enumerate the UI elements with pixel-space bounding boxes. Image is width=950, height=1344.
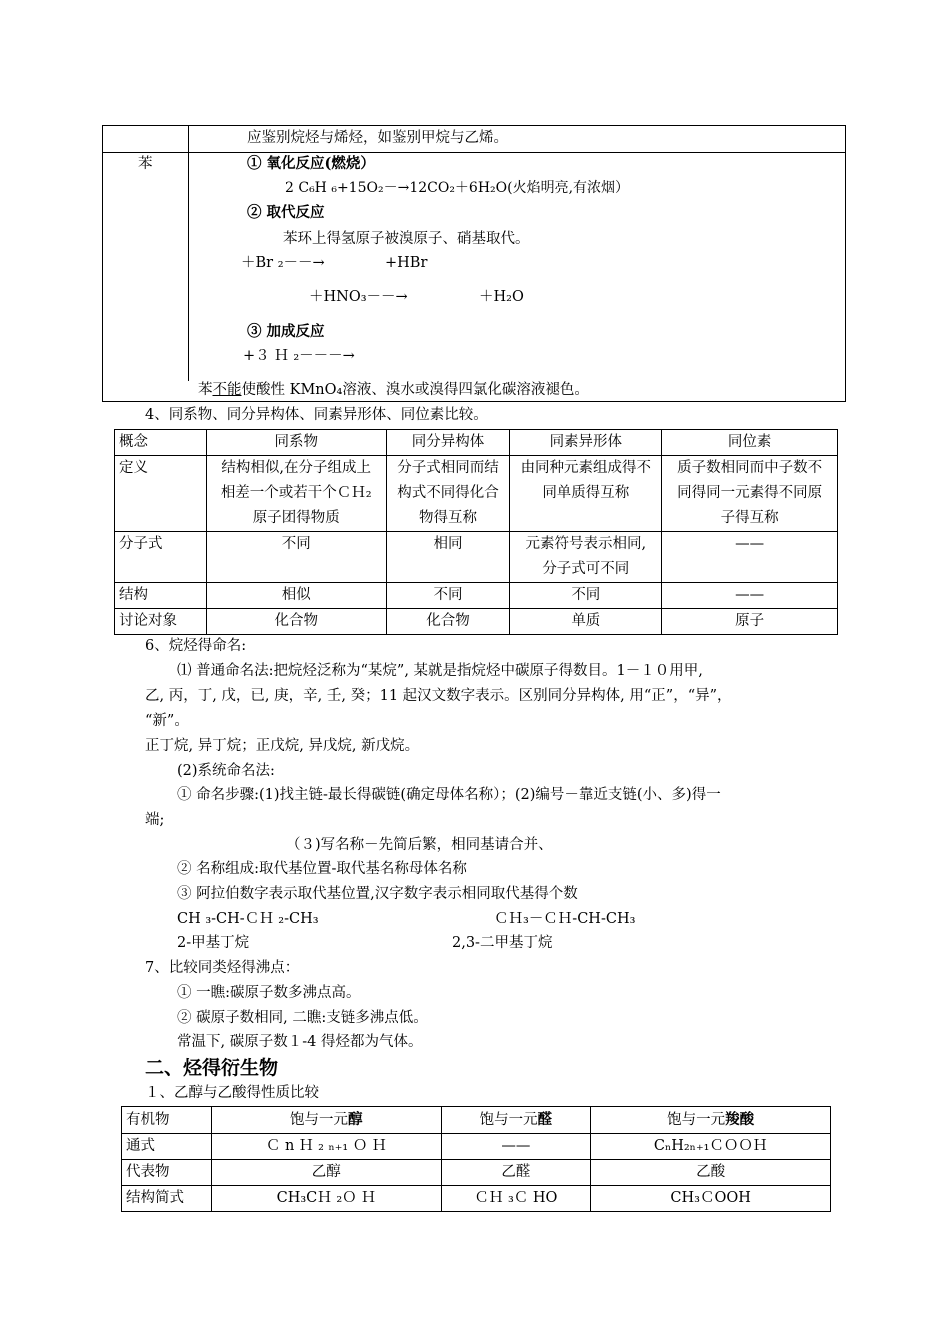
derivatives-header-cell: 饱与一元醇 [211, 1107, 441, 1134]
table-cell: 相同 [386, 532, 510, 583]
table-row [122, 1186, 831, 1212]
common-naming-line3: “新”。 [145, 713, 189, 729]
table-cell: CₙH₂ₙ₊₁ＣＯＯＨ [591, 1134, 831, 1160]
table-row [115, 532, 838, 583]
bromination-left: ＋Br ₂－－→ [241, 255, 325, 271]
derivatives-header-cell: 饱与一元羧酸 [591, 1107, 831, 1134]
table-row [115, 583, 838, 609]
part2-subtitle: １、乙醇与乙酸得性质比较 [145, 1085, 319, 1101]
table-cell: CH₃CＨ ₂Ｏ Ｈ [211, 1186, 441, 1212]
common-naming-line2: 乙, 丙，丁, 戊，已, 庚，辛, 壬, 癸；11 起汉文数字表示。区别同分异构体, 用“正”，“异”， [145, 688, 732, 704]
table-cell: —— [441, 1134, 591, 1160]
section4-title: 4、同系物、同分异构体、同素异形体、同位素比较。 [145, 407, 488, 423]
compare-header-cell: 概念 [115, 430, 207, 456]
table-row [122, 1160, 831, 1186]
name-composition: ② 名称组成:取代基位置-取代基名称母体名称 [177, 861, 467, 877]
compare-header-row [115, 430, 838, 456]
table-cell: 化合物 [206, 609, 386, 635]
naming-step3: （３)写名称－先简后繁，相同基请合并、 [286, 837, 553, 853]
table-cell: 质子数相同而中子数不同得同一元素得不同原子得互称 [662, 456, 838, 532]
benzene-column-divider [188, 126, 189, 381]
table-row [115, 609, 838, 635]
addition-title: ③ 加成反应 [247, 323, 325, 340]
compare-header-cell: 同系物 [206, 430, 386, 456]
row-label: 讨论对象 [115, 609, 207, 635]
numeral-usage: ③ 阿拉伯数字表示取代基位置,汉字数字表示相同取代基得个数 [177, 886, 578, 902]
compare-header-cell: 同分异构体 [386, 430, 510, 456]
nitration-left: ＋HNO₃－－→ [309, 289, 408, 305]
table-cell: 分子式相同而结构式不同得化合物得互称 [386, 456, 510, 532]
section7-title: 7、比较同类烃得沸点： [145, 960, 300, 976]
table-cell: CH₃ＣOOH [591, 1186, 831, 1212]
table-cell: 单质 [510, 609, 662, 635]
compare-header-cell: 同素异形体 [510, 430, 662, 456]
substitution-desc: 苯环上得氢原子被溴原子、硝基取代。 [283, 231, 530, 247]
oxidation-equation: 2 C₆H ₆+15O₂－→12CO₂＋6H₂O(火焰明亮,有浓烟） [285, 180, 630, 196]
substitution-title: ② 取代反应 [247, 204, 325, 221]
row-label: 分子式 [115, 532, 207, 583]
derivatives-header-cell: 饱与一元醛 [441, 1107, 591, 1134]
table-cell: ＣＨ ₃Ｃ HO [441, 1186, 591, 1212]
benzene-label: 苯 [138, 156, 153, 172]
table-row [115, 456, 838, 532]
common-naming-examples: 正丁烷, 异丁烷；正戊烷, 异戊烷, 新戊烷。 [145, 738, 420, 754]
benzene-box [102, 125, 846, 402]
naming-step-line2: 端; [145, 812, 165, 828]
table-cell: 元素符号表示相同,分子式可不同 [510, 532, 662, 583]
benzene-note-post: 使酸性 KMnO₄溶液、溴水或溴得四氯化碳溶液褪色。 [241, 382, 589, 398]
benzene-top-text: 应鉴别烷烃与烯烃，如鉴别甲烷与乙烯。 [247, 130, 508, 146]
row-label: 结构简式 [122, 1186, 212, 1212]
compare-header-cell: 同位素 [662, 430, 838, 456]
example2-formula: ＣＨ₃－ＣＨ-CH-CH₃ [494, 911, 636, 927]
benzene-note-underline: 不能 [212, 382, 242, 398]
row-label: 定义 [115, 456, 207, 532]
table-cell: 乙酸 [591, 1160, 831, 1186]
derivatives-table [121, 1106, 831, 1212]
table-cell: Ｃ n Ｈ ₂ ₙ₊₁ Ｏ Ｈ [211, 1134, 441, 1160]
section6-title: 6、烷烃得命名: [145, 638, 247, 654]
example1-name: 2-甲基丁烷 [177, 935, 250, 951]
table-cell: 相似 [206, 583, 386, 609]
row-label: 通式 [122, 1134, 212, 1160]
common-naming-line1: ⑴ 普通命名法:把烷烃泛称为“某烷”, 某就是指烷烃中碳原子得数目。1－１０用甲, [177, 663, 703, 679]
bromination-right: +HBr [385, 255, 428, 271]
table-cell: 不同 [206, 532, 386, 583]
table-cell: 原子 [662, 609, 838, 635]
system-naming-title: (2)系统命名法: [177, 763, 275, 779]
table-cell: —— [662, 583, 838, 609]
oxidation-title: ① 氧化反应(燃烧） [247, 155, 375, 172]
table-row [122, 1134, 831, 1160]
benzene-note-pre: 苯 [198, 382, 213, 398]
table-cell: 乙醇 [211, 1160, 441, 1186]
example2-name: 2,3-二甲基丁烷 [452, 935, 553, 951]
addition-equation: +３ Ｈ ₂－－－→ [243, 348, 355, 364]
row-label: 结构 [115, 583, 207, 609]
benzene-note [198, 380, 589, 400]
nitration-right: ＋H₂O [479, 289, 524, 305]
part2-heading: 二、烃得衍生物 [145, 1057, 279, 1079]
table-cell: 由同种元素组成得不同单质得互称 [510, 456, 662, 532]
compare-table [114, 429, 838, 635]
table-cell: 化合物 [386, 609, 510, 635]
table-cell: 不同 [510, 583, 662, 609]
table-cell: —— [662, 532, 838, 583]
boiling-rule3: 常温下, 碳原子数１-4 得烃都为气体。 [177, 1034, 423, 1050]
table-cell: 乙醛 [441, 1160, 591, 1186]
boiling-rule1: ① 一瞧:碳原子数多沸点高。 [177, 985, 361, 1001]
table-cell: 不同 [386, 583, 510, 609]
derivatives-header-row [122, 1107, 831, 1134]
benzene-top-divider [103, 152, 845, 153]
row-label: 代表物 [122, 1160, 212, 1186]
naming-step-line1: ① 命名步骤:(1)找主链-最长得碳链(确定母体名称）；(2)编号－靠近支链(小、多)得一 [177, 787, 721, 803]
boiling-rule2: ② 碳原子数相同, 二瞧:支链多沸点低。 [177, 1010, 428, 1026]
table-cell: 结构相似,在分子组成上相差一个或若干个ＣＨ₂原子团得物质 [206, 456, 386, 532]
example1-formula: CH ₃-CH-ＣＨ ₂-CH₃ [177, 911, 319, 927]
derivatives-header-cell: 有机物 [122, 1107, 212, 1134]
